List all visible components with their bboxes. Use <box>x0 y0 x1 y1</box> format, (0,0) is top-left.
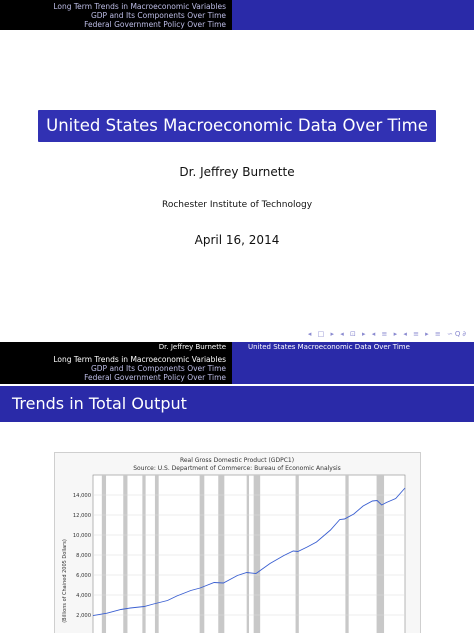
recession-band <box>345 475 348 633</box>
chart-subtitle: Source: U.S. Department of Commerce: Bureau of Economic Analysis <box>133 465 341 472</box>
recession-band <box>200 475 205 633</box>
footer-author: Dr. Jeffrey Burnette <box>0 342 232 352</box>
recession-band <box>218 475 224 633</box>
plot-area <box>73 475 405 633</box>
recession-band <box>142 475 145 633</box>
recession-band <box>247 475 249 633</box>
top-nav-bar <box>0 0 474 30</box>
nav-section-link[interactable]: GDP and Its Components Over Time <box>90 364 226 373</box>
nav-section-link[interactable]: GDP and Its Components Over Time <box>90 11 226 20</box>
gdp-chart <box>54 452 421 633</box>
y-tick-label: 4,000 <box>76 593 91 599</box>
y-tick-label: 6,000 <box>76 573 91 579</box>
y-tick-label: 2,000 <box>76 613 91 619</box>
footer-title: United States Macroeconomic Data Over Time <box>232 342 474 352</box>
nav-section-link[interactable]: Federal Government Policy Over Time <box>84 20 226 29</box>
gdp-chart-svg <box>55 453 420 633</box>
presentation-title: United States Macroeconomic Data Over Time <box>38 110 436 142</box>
beamer-navigation-symbols[interactable]: ◂ □ ▸ ◂ ⊡ ▸ ◂ ≡ ▸ ◂ ≡ ▸ ≡ ∽Q∂ <box>307 330 468 338</box>
nav-section-link[interactable]: Federal Government Policy Over Time <box>84 373 226 382</box>
section-nav <box>0 352 232 384</box>
nav-right-panel <box>232 0 474 30</box>
y-axis-label: (Billions of Chained 2005 Dollars) <box>62 539 68 623</box>
recession-band <box>155 475 159 633</box>
slide-footer <box>0 342 474 352</box>
institution: Rochester Institute of Technology <box>161 200 313 210</box>
nav-right-panel <box>232 352 474 384</box>
y-tick-label: 12,000 <box>72 513 91 519</box>
recession-band <box>102 475 106 633</box>
y-tick-label: 8,000 <box>76 553 91 559</box>
chart-title: Real Gross Domestic Product (GDPC1) <box>179 457 295 464</box>
recession-band <box>377 475 384 633</box>
slide-heading-bar <box>0 386 474 422</box>
section-nav <box>0 0 232 30</box>
slide-heading: Trends in Total Output <box>12 394 187 413</box>
author-name: Dr. Jeffrey Burnette <box>179 165 295 179</box>
y-tick-label: 14,000 <box>72 493 91 499</box>
y-tick-label: 10,000 <box>72 533 91 539</box>
title-slide <box>0 30 474 342</box>
recession-band <box>296 475 299 633</box>
nav-section-link-active[interactable]: Long Term Trends in Macroeconomic Variables <box>53 355 226 364</box>
top-nav-bar-slide2 <box>0 352 474 384</box>
presentation-date: April 16, 2014 <box>194 233 280 247</box>
recession-band <box>254 475 261 633</box>
nav-section-link[interactable]: Long Term Trends in Macroeconomic Variables <box>53 2 226 11</box>
